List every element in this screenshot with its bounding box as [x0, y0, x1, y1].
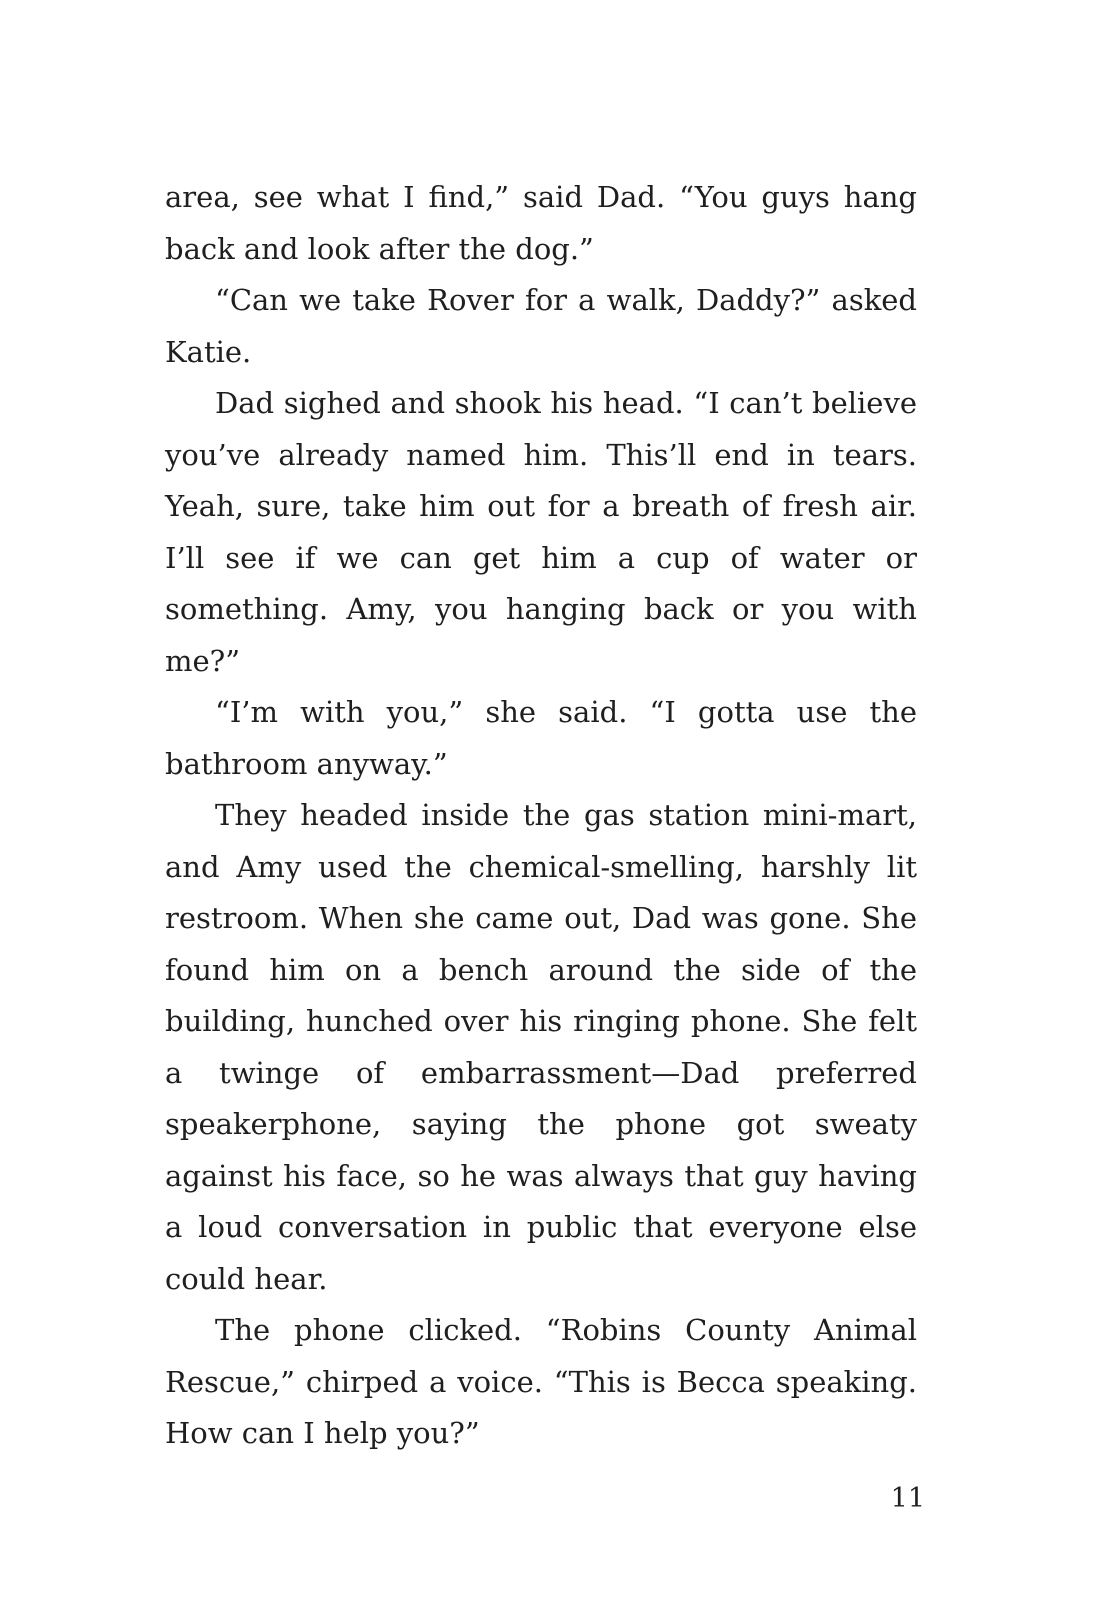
paragraph: The phone clicked. “Robins County Animal Rescue,” chirped a voice. “This is Becca speaking. How can I help you?” — [165, 1313, 917, 1450]
paragraph: “I’m with you,” she said. “I gotta use the bathroom anyway.” — [165, 695, 917, 781]
paragraph: “Can we take Rover for a walk, Daddy?” asked Katie. — [165, 283, 917, 369]
paragraph: Dad sighed and shook his head. “I can’t believe you’ve already named him. This’ll end in tears. Yeah, sure, take him out for a breath of fresh air. I’ll see if we can get him a cup of water or something. Amy, you hanging back or you with me?” — [165, 386, 917, 678]
paragraph: They headed inside the gas station mini-mart, and Amy used the chemical-smelling, harshly lit restroom. When she came out, Dad was gone. She found him on a bench around the side of the building, hunched over his ringing phone. She felt a twinge of embarrassment—Dad preferred speakerphone, saying the phone got sweaty against his face, so he was always that guy having a loud conversation in public that everyone else could hear. — [165, 798, 917, 1296]
paragraph-continued: area, see what I find,” said Dad. “You guys hang back and look after the dog.” — [165, 180, 917, 266]
body-text — [165, 172, 917, 1460]
page-number: 11 — [890, 1483, 925, 1514]
